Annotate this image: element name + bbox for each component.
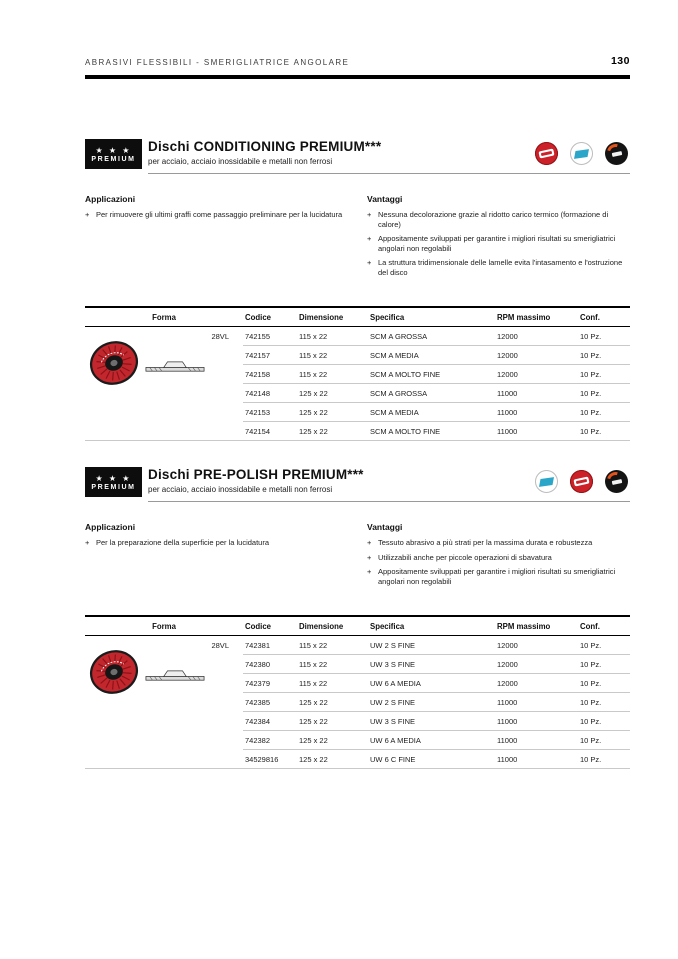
col-header-conf: Conf. <box>578 616 630 636</box>
brand-teal-icon <box>570 142 593 165</box>
table-cell: 11000 <box>495 693 578 712</box>
advantages-heading: Vantaggi <box>367 522 403 532</box>
brand-teal-icon <box>535 470 558 493</box>
page-number: 130 <box>610 55 630 67</box>
info-columns <box>85 194 630 282</box>
table-cell: UW 6 A MEDIA <box>368 674 495 693</box>
forma-cell <box>85 636 243 769</box>
table-cell: 742155 <box>243 327 297 346</box>
product-table <box>85 306 630 441</box>
table-cell: 12000 <box>495 365 578 384</box>
table-cell: 742384 <box>243 712 297 731</box>
table-cell: 115 x 22 <box>297 636 368 655</box>
table-cell: SCM A MEDIA <box>368 346 495 365</box>
table-cell: 34529816 <box>243 750 297 769</box>
table-cell: 10 Pz. <box>578 731 630 750</box>
table-cell: 125 x 22 <box>297 384 368 403</box>
table-cell: 125 x 22 <box>297 750 368 769</box>
table-cell: 742385 <box>243 693 297 712</box>
section-title: Dischi CONDITIONING PREMIUM*** <box>148 139 382 154</box>
col-header-dimensione: Dimensione <box>297 307 368 327</box>
table-cell: 10 Pz. <box>578 693 630 712</box>
col-header-codice: Codice <box>243 616 297 636</box>
table-cell: 10 Pz. <box>578 422 630 441</box>
col-header-rpm: RPM massimo <box>495 616 578 636</box>
applications-column <box>85 194 347 282</box>
advantages-list <box>367 538 630 586</box>
page-header <box>85 55 630 67</box>
table-cell: 10 Pz. <box>578 403 630 422</box>
advantages-column <box>367 194 630 282</box>
table-cell: 742381 <box>243 636 297 655</box>
table-cell: 115 x 22 <box>297 365 368 384</box>
bullet-item: + Tessuto abrasivo a più strati per la massima durata e robustezza <box>367 538 593 547</box>
table-body <box>85 327 630 441</box>
title-row <box>148 139 630 174</box>
table-cell: 12000 <box>495 327 578 346</box>
table-cell: 125 x 22 <box>297 693 368 712</box>
product-brand-icons <box>535 467 630 494</box>
premium-badge-label: PREMIUM <box>91 483 136 491</box>
flap-disc-photo-icon <box>87 336 141 390</box>
advantages-list <box>367 210 630 277</box>
table-header <box>85 616 630 636</box>
table-cell: UW 2 S FINE <box>368 636 495 655</box>
breadcrumb: ABRASIVI FLESSIBILI - SMERIGLIATRICE ANGOLARE <box>85 58 350 67</box>
bullet-item: + Appositamente sviluppati per garantire i migliori risultati su smerigliatrici angolari non regolabili <box>367 567 616 586</box>
table-cell: 12000 <box>495 655 578 674</box>
table-cell: SCM A MOLTO FINE <box>368 365 495 384</box>
table-cell: 742158 <box>243 365 297 384</box>
table-cell: SCM A GROSSA <box>368 384 495 403</box>
table-cell: 742153 <box>243 403 297 422</box>
table-cell: 125 x 22 <box>297 403 368 422</box>
table-cell: 10 Pz. <box>578 674 630 693</box>
table-header <box>85 307 630 327</box>
advantages-heading: Vantaggi <box>367 194 403 204</box>
table-cell: 12000 <box>495 346 578 365</box>
brand-dark-icon <box>605 470 628 493</box>
applications-heading: Applicazioni <box>85 522 136 532</box>
table-cell: 10 Pz. <box>578 327 630 346</box>
col-header-forma: Forma <box>85 616 243 636</box>
applications-column <box>85 522 347 591</box>
applications-list <box>85 210 347 220</box>
premium-stars-icon: ★ ★ ★ <box>95 473 132 483</box>
bullet-item: + La struttura tridimensionale delle lamelle evita l'intasamento e l'ostruzione del disco <box>367 258 623 277</box>
col-header-conf: Conf. <box>578 307 630 327</box>
table-cell: 11000 <box>495 384 578 403</box>
table-cell: 10 Pz. <box>578 346 630 365</box>
premium-stars-icon: ★ ★ ★ <box>95 145 132 155</box>
bullet-item: + Per rimuovere gli ultimi graffi come passaggio preliminare per la lucidatura <box>85 210 343 219</box>
product-table <box>85 615 630 769</box>
table-cell: 11000 <box>495 403 578 422</box>
applications-list <box>85 538 347 548</box>
disc-profile-drawing-icon <box>145 667 205 684</box>
table-cell: UW 2 S FINE <box>368 693 495 712</box>
section-subtitle: per acciaio, acciaio inossidabile e metalli non ferrosi <box>148 157 333 166</box>
table-cell: 742379 <box>243 674 297 693</box>
brand-red-icon <box>535 142 558 165</box>
table-cell: 115 x 22 <box>297 346 368 365</box>
table-cell: 11000 <box>495 731 578 750</box>
table-cell: 125 x 22 <box>297 731 368 750</box>
table-cell: 11000 <box>495 422 578 441</box>
table-cell: 12000 <box>495 636 578 655</box>
table-cell: 125 x 22 <box>297 712 368 731</box>
table-cell: 742382 <box>243 731 297 750</box>
table-cell: 115 x 22 <box>297 327 368 346</box>
table-cell: 742380 <box>243 655 297 674</box>
table-cell: 11000 <box>495 712 578 731</box>
table-cell: 12000 <box>495 674 578 693</box>
table-cell: SCM A GROSSA <box>368 327 495 346</box>
flap-disc-photo-icon <box>87 645 141 699</box>
section-subtitle: per acciaio, acciaio inossidabile e metalli non ferrosi <box>148 485 333 494</box>
premium-badge-label: PREMIUM <box>91 155 136 163</box>
col-header-dimensione: Dimensione <box>297 616 368 636</box>
premium-badge <box>85 467 142 497</box>
table-cell: 742148 <box>243 384 297 403</box>
table-cell: 10 Pz. <box>578 636 630 655</box>
table-cell: 10 Pz. <box>578 712 630 731</box>
table-cell: UW 6 C FINE <box>368 750 495 769</box>
forma-label: 28VL <box>211 332 229 341</box>
table-cell: UW 3 S FINE <box>368 712 495 731</box>
table-header-row <box>85 616 630 636</box>
table-cell: 10 Pz. <box>578 384 630 403</box>
table-row <box>85 327 630 346</box>
col-header-forma: Forma <box>85 307 243 327</box>
disc-profile-drawing-icon <box>145 358 205 375</box>
applications-heading: Applicazioni <box>85 194 136 204</box>
section-head <box>85 467 630 502</box>
table-cell: 125 x 22 <box>297 422 368 441</box>
section-head <box>85 139 630 174</box>
table-body <box>85 636 630 769</box>
table-cell: 742157 <box>243 346 297 365</box>
forma-cell <box>85 327 243 441</box>
col-header-codice: Codice <box>243 307 297 327</box>
bullet-item: + Utilizzabili anche per piccole operazioni di sbavatura <box>367 552 552 562</box>
brand-dark-icon <box>605 142 628 165</box>
table-row <box>85 636 630 655</box>
info-columns <box>85 522 630 591</box>
brand-red-icon <box>570 470 593 493</box>
title-row <box>148 467 630 502</box>
table-cell: 10 Pz. <box>578 750 630 769</box>
table-cell: 115 x 22 <box>297 655 368 674</box>
col-header-specifica: Specifica <box>368 307 495 327</box>
forma-label: 28VL <box>211 641 229 650</box>
col-header-specifica: Specifica <box>368 616 495 636</box>
bullet-item: + Nessuna decolorazione grazie al ridotto carico termico (formazione di calore) <box>367 210 609 229</box>
section-conditioning-premium <box>85 139 630 441</box>
title-block <box>148 467 364 494</box>
table-cell: 11000 <box>495 750 578 769</box>
product-brand-icons <box>535 139 630 166</box>
table-cell: 10 Pz. <box>578 655 630 674</box>
table-cell: UW 6 A MEDIA <box>368 731 495 750</box>
section-title: Dischi PRE-POLISH PREMIUM*** <box>148 467 364 482</box>
col-header-rpm: RPM massimo <box>495 307 578 327</box>
table-header-row <box>85 307 630 327</box>
bullet-item: + Per la preparazione della superficie per la lucidatura <box>85 538 270 547</box>
section-pre-polish-premium <box>85 467 630 769</box>
premium-badge <box>85 139 142 169</box>
table-cell: SCM A MEDIA <box>368 403 495 422</box>
title-block <box>148 139 381 166</box>
header-rule <box>85 75 630 79</box>
table-cell: 742154 <box>243 422 297 441</box>
advantages-column <box>367 522 630 591</box>
bullet-item: + Appositamente sviluppati per garantire i migliori risultati su smerigliatrici angolari non regolabili <box>367 234 616 253</box>
table-cell: 10 Pz. <box>578 365 630 384</box>
table-cell: UW 3 S FINE <box>368 655 495 674</box>
table-cell: SCM A MOLTO FINE <box>368 422 495 441</box>
table-cell: 115 x 22 <box>297 674 368 693</box>
